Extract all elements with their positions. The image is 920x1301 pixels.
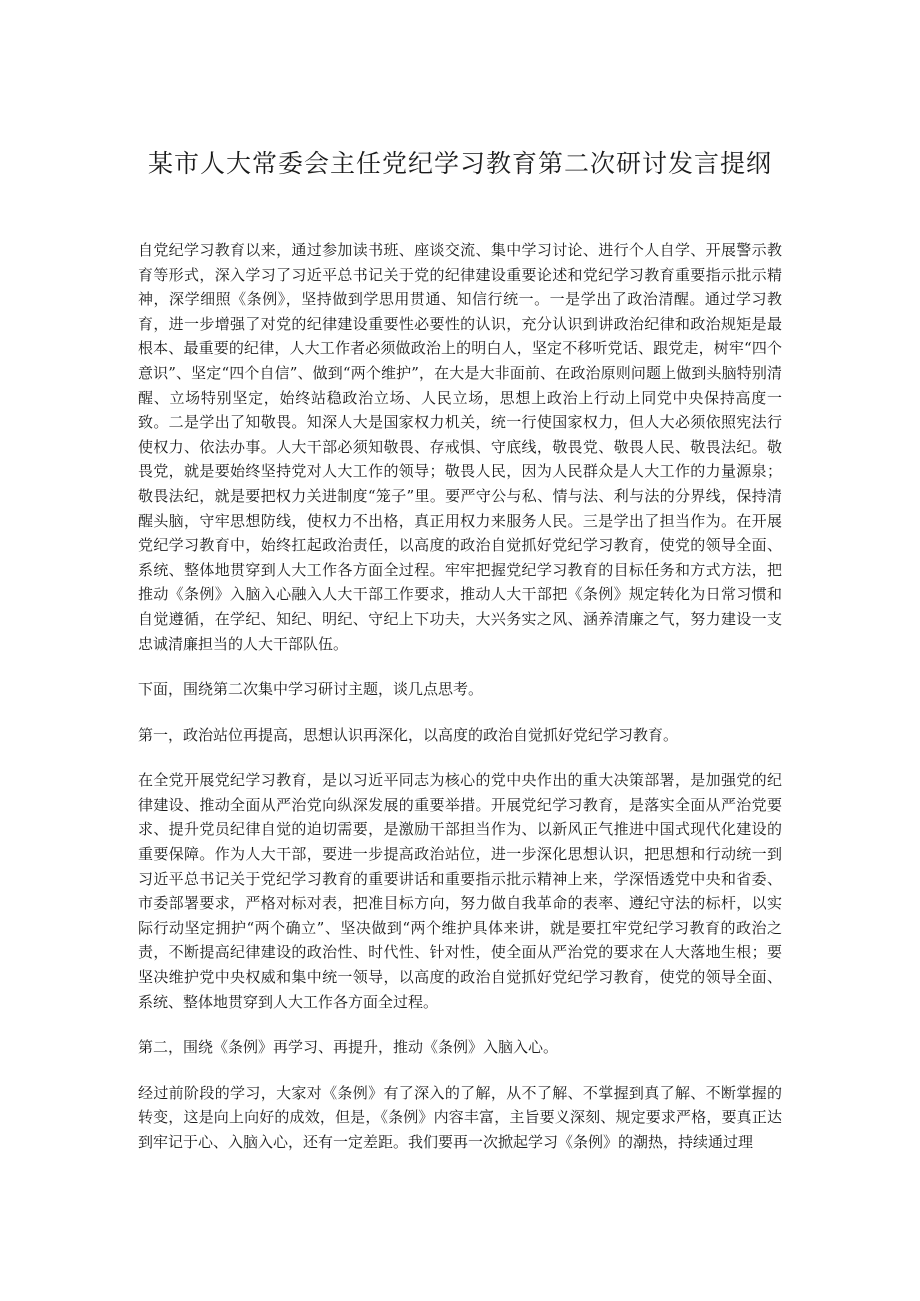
paragraph-intro: 自党纪学习教育以来，通过参加读书班、座谈交流、集中学习讨论、进行个人自学、开展警示教育等形式，深入学习了习近平总书记关于党的纪律建设重要论述和党纪学习教育重要指示批示精神，深学细照《条例》，坚持做到学思用贯通、知信行统一。一是学出了政治清醒。通过学习教育，进一步增强了对党的纪律建设重要性必要性的认识，充分认识到讲政治纪律和政治规矩是最根本、最重要的纪律，人大工作者必须做政治上的明白人，坚定不移听党话、跟党走，树牢“四个意识”、坚定“四个自信”、做到“两个维护”，在大是大非面前、在政治原则问题上做到头脑特别清醒、立场特别坚定，始终站稳政治立场、人民立场，思想上政治上行动上同党中央保持高度一致。二是学出了知敬畏。知深人大是国家权力机关，统一行使国家权力，但人大必须依照宪法行使权力、依法办事。人大干部必须知敬畏、存戒惧、守底线，敬畏党、敬畏人民、敬畏法纪。敬畏党，就是要始终坚持党对人大工作的领导；敬畏人民，因为人民群众是人大工作的力量源泉；敬畏法纪，就是要把权力关进制度“笼子”里。要严守公与私、情与法、利与法的分界线，保持清醒头脑，守牢思想防线，使权力不出格，真正用权力来服务人民。三是学出了担当作为。在开展党纪学习教育中，始终扛起政治责任，以高度的政治自觉抓好党纪学习教育，使党的领导全面、系统、整体地贯穿到人大工作各方面全过程。牢牢把握党纪学习教育的目标任务和方式方法，把推动《条例》入脑入心融入人大干部工作要求，推动人大干部把《条例》规定转化为日常习惯和自觉遵循，在学纪、知纪、明纪、守纪上下功夫，大兴务实之风、涵养清廉之气，努力建设一支忠诚清廉担当的人大干部队伍。 [138, 241, 782, 653]
paragraph-point-one-body: 在全党开展党纪学习教育，是以习近平同志为核心的党中央作出的重大决策部署，是加强党的纪律建设、推动全面从严治党向纵深发展的重要举措。开展党纪学习教育，是落实全面从严治党要求、提升党员纪律自觉的迫切需要，是激励干部担当作为、以新风正气推进中国式现代化建设的重要保障。作为人大干部，要进一步提高政治站位，进一步深化思想认识，把思想和行动统一到习近平总书记关于党纪学习教育的重要讲话和重要指示批示精神上来，学深悟透党中央和省委、市委部署要求，严格对标对表，把准目标方向，努力做自我革命的表率、遵纪守法的标杆，以实际行动坚定拥护“两个确立”、坚决做到“两个维护具体来讲，就是要扛牢党纪学习教育的政治之责，不断提高纪律建设的政治性、时代性、针对性，使全面从严治党的要求在人大落地生根；要坚决维护党中央权威和集中统一领导，以高度的政治自觉抓好党纪学习教育，使党的领导全面、系统、整体地贯穿到人大工作各方面全过程。 [138, 771, 782, 1011]
document-title: 某市人大常委会主任党纪学习教育第二次研讨发言提纲 [147, 149, 772, 178]
paragraph-point-two-heading: 第二，围绕《条例》再学习、再提升，推动《条例》入脑入心。 [138, 1038, 559, 1057]
paragraph-transition: 下面，围绕第二次集中学习研讨主题，谈几点思考。 [138, 680, 484, 699]
document-body [138, 238, 782, 1176]
paragraph-point-one-heading: 第一，政治站位再提高，思想认识再深化，以高度的政治自觉抓好党纪学习教育。 [138, 725, 679, 744]
paragraph-point-two-body: 经过前阶段的学习，大家对《条例》有了深入的了解，从不了解、不掌握到真了解、不断掌握的转变，这是向上向好的成效，但是，《条例》内容丰富，主旨要义深刻、规定要求严格，要真正达到牢记于心、入脑入心，还有一定差距。我们要再一次掀起学习《条例》的潮热，持续通过理 [138, 1083, 782, 1151]
